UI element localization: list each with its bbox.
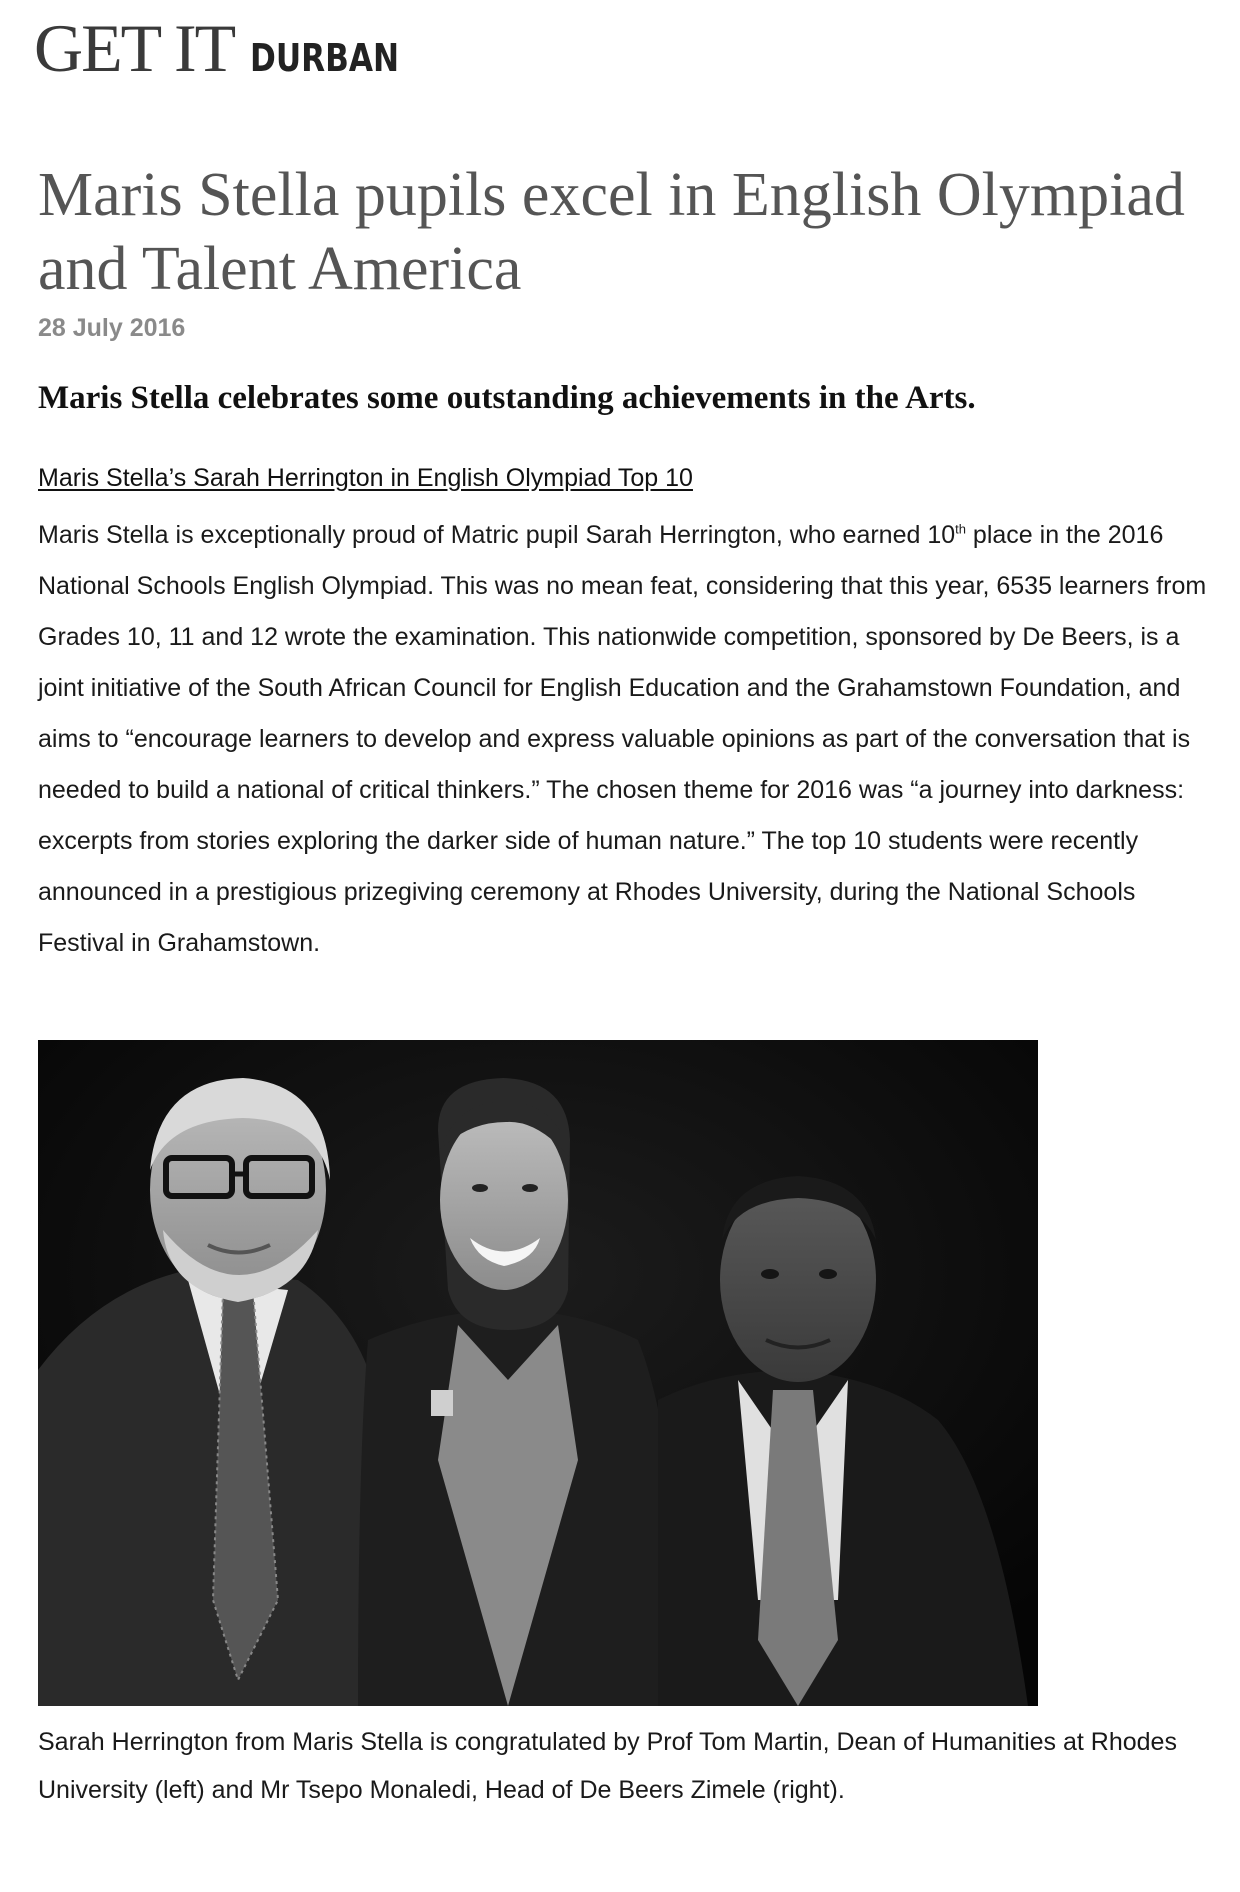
article-lead: Maris Stella celebrates some outstanding achievements in the Arts. bbox=[38, 380, 976, 416]
masthead-logo-text: GET IT bbox=[34, 10, 235, 86]
article-photo bbox=[38, 1040, 1038, 1706]
masthead-city: DURBAN bbox=[250, 36, 400, 80]
masthead bbox=[34, 10, 432, 86]
article-date: 28 July 2016 bbox=[38, 314, 186, 342]
body-text-part-2: place in the 2016 National Schools English Olympiad. This was no mean feat, considering that this year, 6535 learners from Grades 10, 11 and 12 wrote the examination. This nationwide competition, sponsored by De Beers, is a joint initiative of the South African Council for English Education and the Grahamstown Foundation, and aims to “encourage learners to develop and express valuable opinions as part of the conversation that is needed to build a national of critical thinkers.” The chosen theme for 2016 was “a journey into darkness: excerpts from stories exploring the darker side of human nature.” The top 10 students were recently announced in a prestigious prizegiving ceremony at Rhodes University, during the National Schools Festival in Grahamstown. bbox=[38, 521, 1207, 957]
photo-illustration bbox=[38, 1040, 1038, 1706]
article-headline: Maris Stella pupils excel in English Olympiad and Talent America bbox=[38, 161, 1185, 303]
ordinal-suffix: th bbox=[955, 521, 966, 537]
article-body bbox=[38, 510, 1228, 969]
section-heading-link[interactable]: Maris Stella’s Sarah Herrington in English Olympiad Top 10 bbox=[38, 464, 693, 492]
body-text-part-1: Maris Stella is exceptionally proud of Matric pupil Sarah Herrington, who earned 10 bbox=[38, 521, 956, 549]
photo-caption: Sarah Herrington from Maris Stella is congratulated by Prof Tom Martin, Dean of Humanities at Rhodes University (left) and Mr Tsepo Monaledi, Head of De Beers Zimele (right). bbox=[38, 1728, 1177, 1804]
